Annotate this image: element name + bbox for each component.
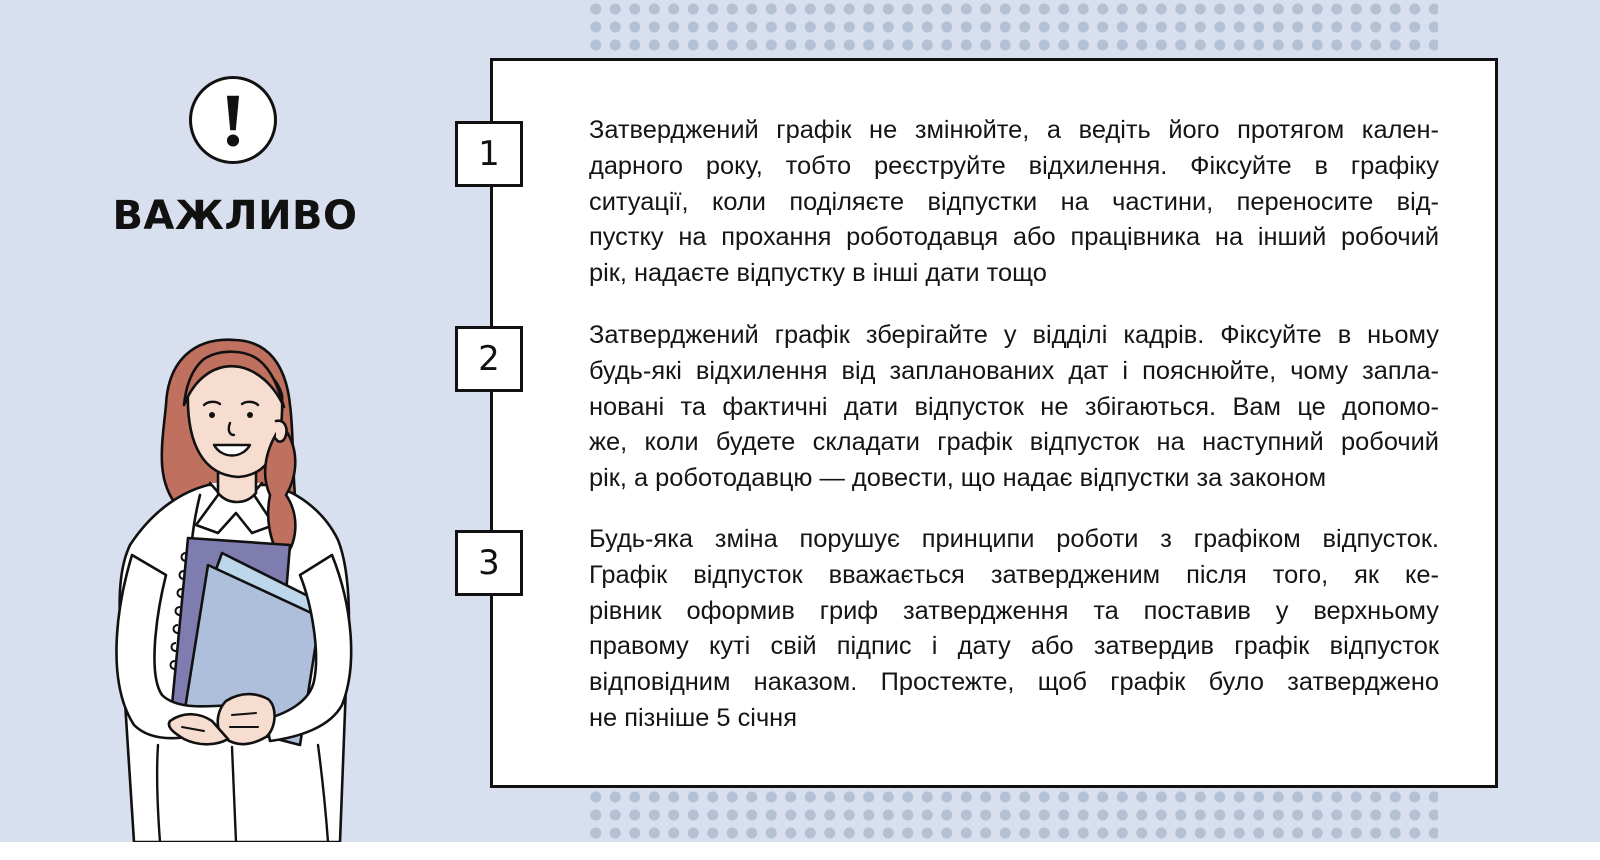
paragraph-line: Затверджений графік зберігайте у відділі кадрів. Фіксуйте в ньому — [589, 321, 1439, 349]
dot-pattern-top — [586, 0, 1438, 54]
paragraph-line: Будь-яка зміна порушує принципи роботи з графіком відпусток. — [589, 525, 1439, 553]
item-paragraph — [589, 522, 1439, 737]
item-number-badge: 2 — [455, 326, 523, 392]
paragraph-line: Затверджений графік не змінюйте, а ведіть його протягом кален- — [589, 116, 1439, 144]
paragraph-line: правому куті свій підпис і дату або затвердив графік відпусток — [589, 632, 1439, 661]
paragraph-line: не пізніше 5 січня — [589, 703, 797, 732]
paragraph-line: рівник оформив гриф затвердження та поставив у верхньому — [589, 596, 1439, 625]
paragraph-line: рік, а роботодавцю — довести, що надає відпустки за законом — [589, 464, 1327, 493]
item-number-badge: 3 — [455, 530, 523, 596]
dot-pattern-bottom — [586, 788, 1438, 842]
paragraph-line: відповідним наказом. Простежте, щоб графік було затверджено — [589, 668, 1439, 697]
item-number-badge: 1 — [455, 121, 523, 187]
paragraph-line: новані та фактичні дати відпусток не збігаються. Вам це допомо- — [589, 392, 1439, 421]
paragraph-line: будь-які відхилення від запланованих дат і пояснюйте, чому запла- — [589, 356, 1439, 385]
paragraph-line: рік, надаєте відпустку в інші дати тощо — [589, 259, 1047, 288]
paragraph-line: же, коли будете складати графік відпусток на наступний робочий — [589, 428, 1439, 457]
paragraph-line: ситуації, коли поділяєте відпустки на частини, переносите від- — [589, 187, 1439, 216]
important-heading: ВАЖЛИВО — [112, 193, 358, 239]
item-paragraph — [589, 318, 1439, 497]
paragraph-line: Графік відпусток вважається затвердженим після того, як ке- — [589, 560, 1439, 589]
exclamation-circle-icon — [189, 76, 277, 164]
item-paragraph — [589, 113, 1439, 292]
paragraph-line: дарного року, тобто реєструйте відхилення. Фіксуйте в графіку — [589, 151, 1439, 180]
paragraph-line: пустку на прохання роботодавця або працівника на інший робочий — [589, 223, 1439, 252]
woman-holding-folders-illustration — [100, 335, 370, 842]
exclamation-glyph — [192, 79, 274, 161]
